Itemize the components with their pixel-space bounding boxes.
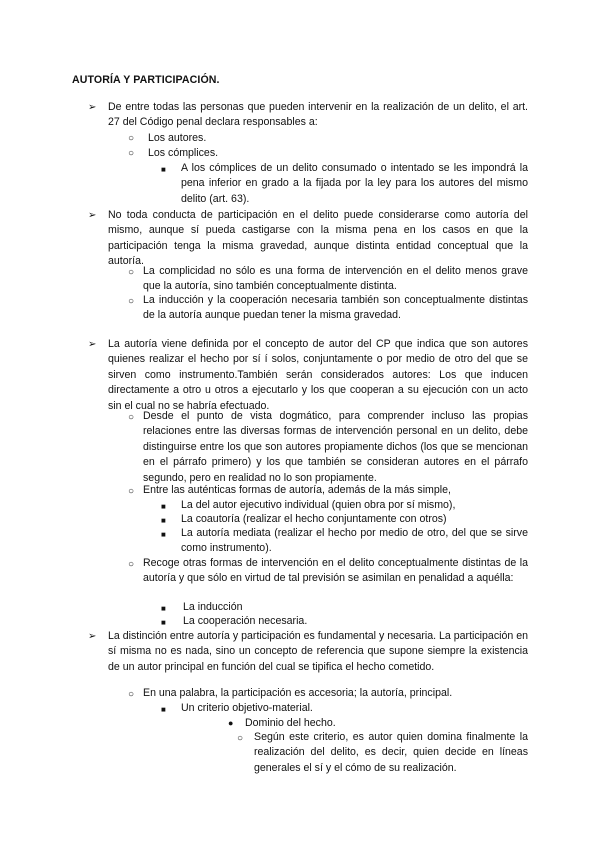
square-bullet-icon: ■ xyxy=(161,516,166,525)
list-item-cooperacion: La cooperación necesaria. xyxy=(183,615,308,627)
square-bullet-icon: ■ xyxy=(161,618,166,627)
list-item-autores: Los autores. xyxy=(148,132,207,144)
list-item-complicidad: La complicidad no sólo es una forma de intervención en el delito menos grave que la autoría, sino también conceptualmente distinta. xyxy=(143,265,528,293)
circle-bullet-icon: ○ xyxy=(128,559,135,570)
list-item-accesoria: En una palabra, la participación es accesoria; la autoría, principal. xyxy=(143,687,453,699)
list-item-la-induccion: La inducción xyxy=(183,601,243,613)
circle-bullet-icon: ○ xyxy=(128,486,135,497)
arrow-bullet-icon: ➢ xyxy=(88,102,97,113)
list-item-autor-ejecutivo: La del autor ejecutivo individual (quien obra por sí mismo), xyxy=(181,499,456,511)
list-item-formas-autoria: Entre las auténticas formas de autoría, además de la más simple, xyxy=(143,484,451,496)
document-title: AUTORÍA Y PARTICIPACIÓN. xyxy=(72,74,220,86)
circle-bullet-icon: ○ xyxy=(128,133,135,144)
list-item-otras-formas: Recoge otras formas de intervención en el delito conceptualmente distintas de la autoría y que sólo en virtud de tal previsión se asimilan en penalidad a aquélla: xyxy=(143,557,528,585)
arrow-bullet-icon: ➢ xyxy=(88,210,97,221)
list-item-complices: Los cómplices. xyxy=(148,147,219,159)
list-item-autoria-mediata: La autoría mediata (realizar el hecho por medio de otro, del que se sirve como instrumento). xyxy=(181,527,528,555)
dot-bullet-icon: ● xyxy=(228,718,234,728)
list-item-criterio-autor: Según este criterio, es autor quien domina finalmente la realización del delito, es decir, quien decide en líneas generales el sí y el cómo de su realización. xyxy=(254,731,528,774)
list-item-induccion: La inducción y la cooperación necesaria también son conceptualmente distintas de la autoría aunque puedan tener la misma gravedad. xyxy=(143,294,528,322)
circle-bullet-icon: ○ xyxy=(128,689,135,700)
circle-bullet-icon: ○ xyxy=(128,267,135,278)
square-bullet-icon: ■ xyxy=(161,705,166,714)
list-item-dominio-hecho: Dominio del hecho. xyxy=(245,717,336,729)
list-item-pena-complices: A los cómplices de un delito consumado o intentado se les impondrá la pena inferior en grado a la fijada por la ley para los autores del mismo delito (art. 63). xyxy=(181,162,528,205)
square-bullet-icon: ■ xyxy=(161,530,166,539)
paragraph-1: De entre todas las personas que pueden intervenir en la realización de un delito, el art. 27 del Código penal declara responsables a: xyxy=(108,101,528,129)
circle-bullet-icon: ○ xyxy=(128,148,135,159)
square-bullet-icon: ■ xyxy=(161,165,166,174)
arrow-bullet-icon: ➢ xyxy=(88,339,97,350)
circle-bullet-icon: ○ xyxy=(128,412,135,423)
list-item-punto-dogmatico: Desde el punto de vista dogmático, para comprender incluso las propias relaciones entre las diversas formas de intervención personal en un delito, debe distinguirse entre los que son autores propiamente dichos (los que se mencionan en el párrafo primero) y los que también se consideran autores en el párrafo segundo, pero en realidad no lo son propiamente. xyxy=(143,410,528,484)
square-bullet-icon: ■ xyxy=(161,604,166,613)
list-item-criterio-objetivo: Un criterio objetivo-material. xyxy=(181,702,313,714)
list-item-coautoria: La coautoría (realizar el hecho conjuntamente con otros) xyxy=(181,513,447,525)
paragraph-4: La distinción entre autoría y participación es fundamental y necesaria. La participación en sí misma no es nada, sino un concepto de referencia que supone siempre la existencia de un autor principal en función del cual se tipifica el hecho cometido. xyxy=(108,630,528,673)
paragraph-3: La autoría viene definida por el concepto de autor del CP que indica que son autores quienes realizar el hecho por sí í solos, conjuntamente o por medio de otro del que se sirven como instrumento.También serán considerados autores: Los que inducen directamente a otro u otros a ejecutarlo y los que cooperan a su ejecución con un acto sin el cual no se habría efectuado. xyxy=(108,338,528,412)
circle-bullet-icon: ○ xyxy=(128,296,135,307)
arrow-bullet-icon: ➢ xyxy=(88,631,97,642)
square-bullet-icon: ■ xyxy=(161,502,166,511)
circle-bullet-icon: ○ xyxy=(237,733,244,744)
paragraph-2: No toda conducta de participación en el delito puede considerarse como autoría del mismo, aunque sí pueda castigarse con la misma pena en los casos en que la participación tenga la misma gravedad, aunque distinta entidad conceptual que la autoría. xyxy=(108,209,528,268)
